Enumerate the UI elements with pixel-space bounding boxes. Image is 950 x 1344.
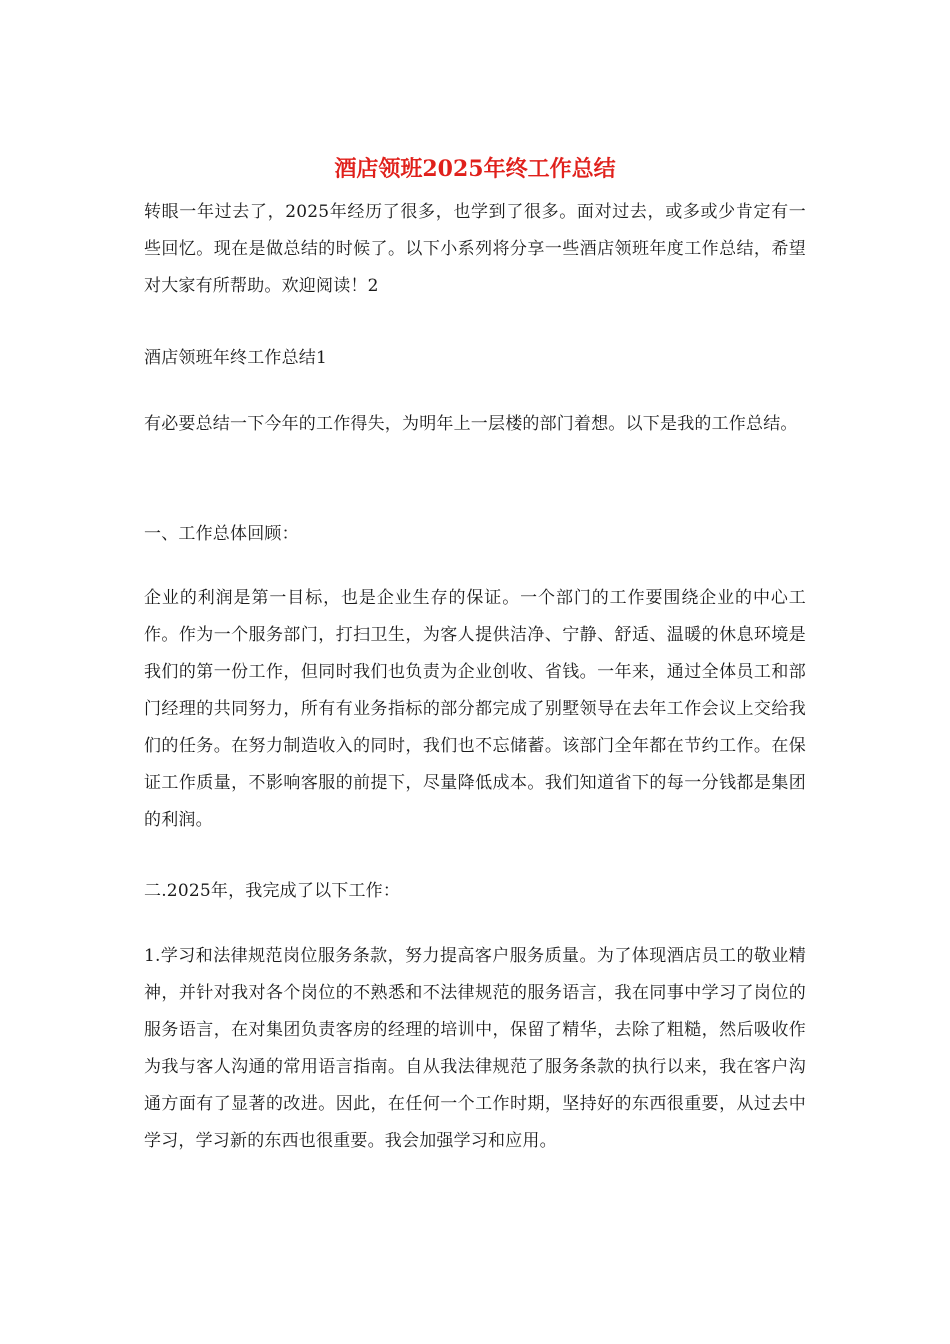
section-two-title: 二.2025年，我完成了以下工作： [144,881,401,901]
lead-paragraph: 有必要总结一下今年的工作得失，为明年上一层楼的部门着想。以下是我的工作总结。 [144,414,798,434]
section-one-body: 企业的利润是第一目标，也是企业生存的保证。一个部门的工作要围绕企业的中心工作。作为一个服务部门，打扫卫生，为客人提供洁净、宁静、舒适、温暖的休息环境是我们的第一份工作，但同时我们也负责为企业创收、省钱。一年来，通过全体员工和部门经理的共同努力，所有有业务指标的部分都完成了别墅领导在去年工作会议上交给我们的任务。在努力制造收入的同时，我们也不忘储蓄。该部门全年都在节约工作。在保证工作质量，不影响客服的前提下，尽量降低成本。我们知道省下的每一分钱都是集团的利润。 [144,588,806,830]
document-title: 酒店领班2025年终工作总结 [334,156,616,182]
intro-paragraph: 转眼一年过去了，2025年经历了很多，也学到了很多。面对过去，或多或少肯定有一些回忆。现在是做总结的时候了。以下小系列将分享一些酒店领班年度工作总结，希望对大家有所帮助。欢迎阅读！2 [144,202,806,296]
work-item-1: 1.学习和法律规范岗位服务条款，努力提高客户服务质量。为了体现酒店员工的敬业精神，并针对我对各个岗位的不熟悉和不法律规范的服务语言，我在同事中学习了岗位的服务语言，在对集团负责客房的经理的培训中，保留了精华，去除了粗糙，然后吸收作为我与客人沟通的常用语言指南。自从我法律规范了服务条款的执行以来，我在客户沟通方面有了显著的改进。因此，在任何一个工作时期，坚持好的东西很重要，从过去中学习，学习新的东西也很重要。我会加强学习和应用。 [144,946,806,1151]
summary-heading-1: 酒店领班年终工作总结1 [144,348,328,368]
section-one-title: 一、工作总体回顾： [144,524,299,544]
